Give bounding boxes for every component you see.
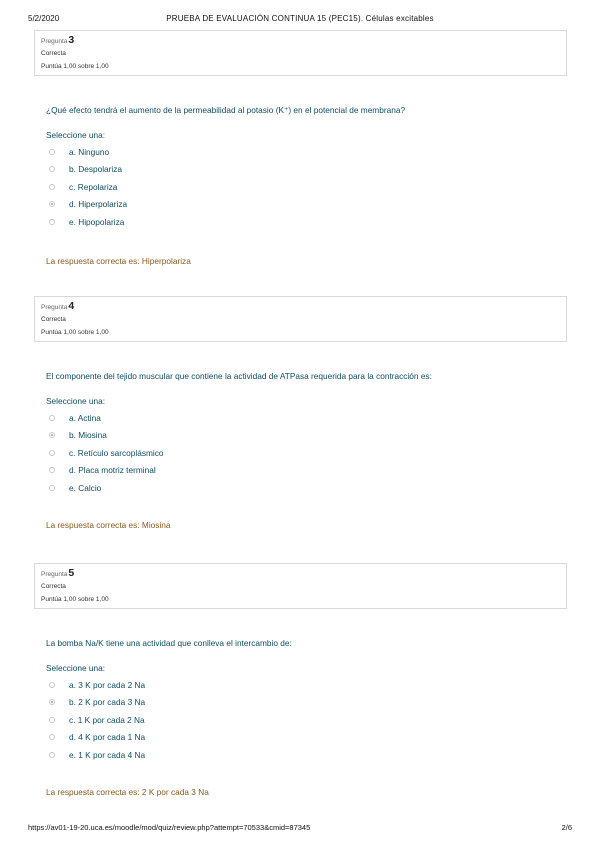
answer-option-label: c. 1 K por cada 2 Na	[69, 714, 145, 725]
answer-option-c[interactable]	[46, 711, 567, 729]
answer-options	[46, 409, 567, 497]
answer-option-label: b. 2 K por cada 3 Na	[69, 697, 146, 708]
answer-options	[46, 143, 567, 231]
radio-icon[interactable]	[49, 219, 55, 225]
answer-option-e[interactable]	[46, 746, 567, 764]
radio-icon[interactable]	[49, 166, 55, 172]
question-text: La bomba Na/K tiene una actividad que conlleva el intercambio de:	[46, 638, 292, 648]
answer-prompt: Seleccione una:	[46, 396, 106, 406]
answer-option-d[interactable]	[46, 462, 567, 480]
answer-option-label: c. Retículo sarcoplásmico	[69, 447, 164, 458]
correct-answer-feedback: La respuesta correcta es: 2 K por cada 3 Na	[46, 786, 209, 797]
answer-option-d[interactable]	[46, 196, 567, 214]
answer-option-label: c. Repolariza	[69, 181, 118, 192]
radio-icon[interactable]	[49, 682, 55, 688]
answer-option-b[interactable]	[46, 161, 567, 179]
answer-option-e[interactable]	[46, 479, 567, 497]
document-title: PRUEBA DE EVALUACIÓN CONTINUA 15 (PEC15). Células excitables	[166, 14, 434, 23]
answer-option-label: d. Placa motriz terminal	[69, 465, 156, 476]
answer-option-label: a. Ninguno	[69, 146, 110, 157]
answer-option-label: a. 3 K por cada 2 Na	[69, 679, 146, 690]
answer-option-d[interactable]	[46, 729, 567, 747]
radio-icon[interactable]	[49, 450, 55, 456]
question-number-value: 4	[68, 300, 75, 312]
question-grade: Puntúa 1,00 sobre 1,00	[41, 329, 109, 336]
question-block-4	[34, 296, 567, 531]
question-state: Correcta	[41, 50, 66, 57]
radio-selected-icon[interactable]	[49, 699, 55, 705]
question-grade: Puntúa 1,00 sobre 1,00	[41, 596, 109, 603]
question-number-label: Pregunta	[41, 304, 68, 311]
answer-option-label: e. Hipopolariza	[69, 216, 125, 227]
question-block-3	[34, 30, 567, 267]
radio-icon[interactable]	[49, 752, 55, 758]
question-info-box	[34, 30, 567, 76]
page-counter: 2/6	[561, 823, 572, 832]
answer-option-c[interactable]	[46, 444, 567, 462]
radio-icon[interactable]	[49, 717, 55, 723]
print-date: 5/2/2020	[28, 14, 60, 23]
question-number-label: Pregunta	[41, 38, 68, 45]
answer-option-e[interactable]	[46, 213, 567, 231]
answer-option-label: a. Actina	[69, 412, 101, 423]
answer-option-label: b. Miosina	[69, 430, 107, 441]
question-number	[41, 301, 560, 312]
radio-icon[interactable]	[49, 485, 55, 491]
answer-option-label: e. 1 K por cada 4 Na	[69, 749, 146, 760]
answer-options	[46, 676, 567, 764]
question-state: Correcta	[41, 316, 66, 323]
answer-option-a[interactable]	[46, 676, 567, 694]
answer-option-c[interactable]	[46, 178, 567, 196]
question-info-box	[34, 296, 567, 342]
answer-option-a[interactable]	[46, 143, 567, 161]
question-text: El componente del tejido muscular que contiene la actividad de ATPasa requerida para la contracción es:	[46, 371, 432, 381]
radio-icon[interactable]	[49, 149, 55, 155]
question-number-value: 3	[68, 34, 75, 46]
answer-option-label: b. Despolariza	[69, 164, 123, 175]
radio-selected-icon[interactable]	[49, 201, 55, 207]
correct-answer-feedback: La respuesta correcta es: Miosina	[46, 519, 171, 530]
page-url: https://av01-19-20.uca.es/moodle/mod/quiz/review.php?attempt=70533&cmid=87345	[28, 823, 311, 832]
question-number-value: 5	[68, 567, 75, 579]
answer-option-b[interactable]	[46, 427, 567, 445]
question-info-box	[34, 563, 567, 609]
answer-prompt: Seleccione una:	[46, 663, 106, 673]
answer-option-label: d. Hiperpolariza	[69, 199, 128, 210]
print-header	[28, 14, 572, 26]
radio-icon[interactable]	[49, 734, 55, 740]
question-number-label: Pregunta	[41, 571, 68, 578]
question-text: ¿Qué efecto tendrá el aumento de la permeabilidad al potasio (K⁺) en el potencial de membrana?	[46, 105, 406, 115]
answer-option-label: d. 4 K por cada 1 Na	[69, 732, 146, 743]
radio-icon[interactable]	[49, 184, 55, 190]
answer-option-label: e. Calcio	[69, 482, 102, 493]
question-grade: Puntúa 1,00 sobre 1,00	[41, 63, 109, 70]
question-number	[41, 35, 560, 46]
answer-option-b[interactable]	[46, 694, 567, 712]
answer-option-a[interactable]	[46, 409, 567, 427]
radio-selected-icon[interactable]	[49, 432, 55, 438]
correct-answer-feedback: La respuesta correcta es: Hiperpolariza	[46, 255, 191, 266]
radio-icon[interactable]	[49, 415, 55, 421]
print-footer	[28, 823, 572, 835]
answer-prompt: Seleccione una:	[46, 130, 106, 140]
question-number	[41, 568, 560, 579]
radio-icon[interactable]	[49, 467, 55, 473]
question-block-5	[34, 563, 567, 798]
question-state: Correcta	[41, 583, 66, 590]
